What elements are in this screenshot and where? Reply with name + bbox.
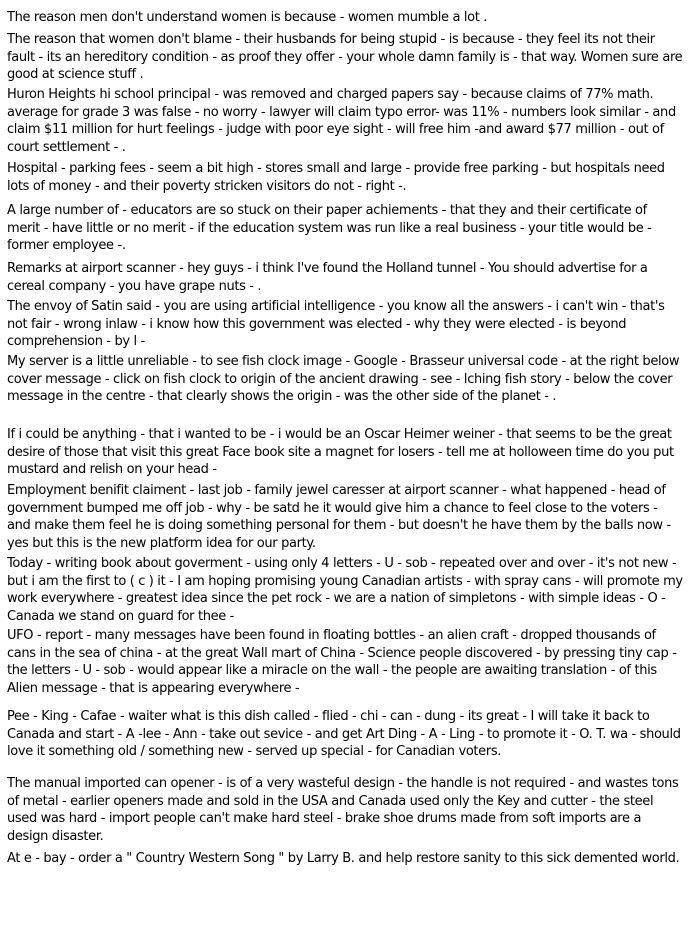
paragraph-13: Pee - King - Cafae - waiter what is this dish called - flied - chi - can - dung - its great - I will take it back to Canada and start - A -lee - Ann - take out sevice - and get Art Ding - A - Ling - to promote it - O. T. wa - should love it something old / something new - served up special - for Canadian voters. <box>7 709 681 759</box>
paragraph-6: Remarks at airport scanner - hey guys - i think I've found the Holland tunnel - You should advertise for a cereal company - you have grape nuts - . <box>7 261 648 294</box>
paragraph-8: My server is a little unreliable - to see fish clock image - Google - Brasseur universal code - at the right below cover message - click on fish clock to origin of the ancient drawing - see - lching fish story - below the cover message in the centre - that clearly shows the origin - was the other side of the planet - . <box>7 354 680 404</box>
paragraph-3: Huron Heights hi school principal - was removed and charged papers say - because claims of 77% math. average for grade 3 was false - no worry - lawyer will claim typo error- was 11% - numbers look similar - and claim $11 million for hurt feelings - judge with poor eye sight - will free him -and award $77 million - out of court settlement - . <box>7 87 676 155</box>
paragraph-2: The reason that women don't blame - their husbands for being stupid - is because - they feel its not their fault - its an hereditory condition - as proof they offer - your whole damn family is - that way. Women sure are good at science stuff . <box>7 32 683 82</box>
paragraph-15: At e - bay - order a " Country Western Song " by Larry B. and help restore sanity to this sick demented world. <box>7 851 680 866</box>
paragraph-5: A large number of - educators are so stuck on their paper achiements - that they and their certificate of merit - have little or no merit - if the education system was run like a real business - your title would be - former employee -. <box>7 203 652 253</box>
paragraph-10: Employment benifit claiment - last job - family jewel caresser at airport scanner - what happened - head of government bumped me off job - why - be satd he it would give him a chance to feel close to the voters - and make them feel he is doing something personal for them - but doesn't he have them by the balls now - yes but this is the new platform idea for our party. <box>7 483 671 551</box>
paragraph-1: The reason men don't understand women is because - women mumble a lot . <box>7 10 488 25</box>
paragraph-11: Today - writing book about goverment - using only 4 letters - U - sob - repeated over and over - it's not new - but i am the first to ( c ) it - I am hoping promising young Canadian artists - with spray cans - will promote my work everywhere - greatest idea since the pet rock - we are a nation of simpletons - with simple ideas - O - Canada we stand on guard for thee - <box>7 556 683 624</box>
paragraph-7: The envoy of Satin said - you are using artificial intelligence - you know all the answers - i can't win - that's not fair - wrong inlaw - i know how this government was elected - why they were elected - is beyond comprehension - by l - <box>7 299 665 349</box>
paragraph-9: If i could be anything - that i wanted to be - i would be an Oscar Heimer weiner - that seems to be the great desire of those that visit this great Face book site a magnet for losers - tell me at holloween time do you put mustard and relish on your head - <box>7 427 674 477</box>
paragraph-12: UFO - report - many messages have been found in floating bottles - an alien craft - dropped thousands of cans in the sea of china - at the great Wall mart of China - Science people discovered - by pressing tiny cap - the letters - U - sob - would appear like a miracle on the wall - the people are awaiting translation - of this Alien message - that is appearing everywhere - <box>7 628 677 696</box>
paragraph-14: The manual imported can opener - is of a very wasteful design - the handle is not required - and wastes tons of metal - earlier openers made and sold in the USA and Canada used only the Key and cutter - the steel used was hard - import people can't make hard steel - brake shoe drums made from soft imports are a design disaster. <box>7 776 679 844</box>
paragraph-4: Hospital - parking fees - seem a bit high - stores small and large - provide free parking - but hospitals need lots of money - and their poverty stricken visitors do not - right -. <box>7 161 665 194</box>
